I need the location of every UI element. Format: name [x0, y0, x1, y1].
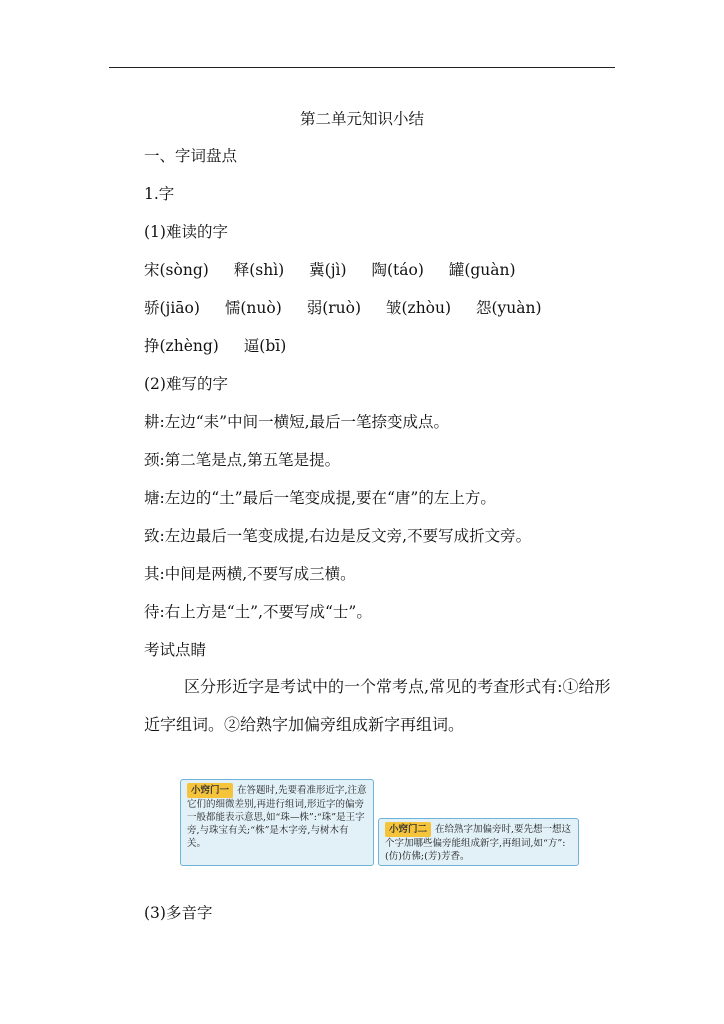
tip-text: 在答题时,先要看准形近字,注意它们的细微差别,再进行组词,形近字的偏旁一般都能表示意思,如“珠—株”:“珠”是王字旁,与珠宝有关;“株”是木字旁,与树木有关。	[187, 785, 367, 849]
hard-write-item: 待:右上方是“土”,不要写成“士”。	[144, 603, 372, 621]
tip-tag: 小窍门二	[385, 822, 431, 837]
hard-write-item: 塘:左边的“土”最后一笔变成提,要在“唐”的左上方。	[144, 489, 496, 507]
tip-box-two	[378, 818, 579, 866]
hard-write-item: 致:左边最后一笔变成提,右边是反文旁,不要写成折文旁。	[144, 527, 532, 545]
char-entry: 皱(zhòu)	[385, 299, 452, 317]
hard-write-heading: (2)难写的字	[144, 375, 228, 393]
char-entry: 罐(guàn)	[448, 261, 516, 279]
hard-write-item: 其:中间是两横,不要写成三横。	[144, 565, 356, 583]
char-entry: 冀(jì)	[309, 261, 347, 279]
polyphone-heading: (3)多音字	[144, 904, 213, 922]
hard-read-row	[144, 335, 306, 357]
char-entry: 逼(bī)	[243, 337, 287, 355]
tip-text: 在给熟字加偏旁时,要先想一想这个字加哪些偏旁能组成新字,再组词,如“方”:(仿)仿佛;(芳)芳香。	[385, 824, 572, 862]
char-entry: 挣(zhèng)	[144, 337, 219, 355]
char-entry: 骄(jiāo)	[144, 299, 200, 317]
header-rule	[109, 67, 615, 68]
subsection-heading: 1.字	[144, 185, 175, 203]
tip-tag: 小窍门一	[187, 783, 233, 798]
exam-heading: 考试点睛	[144, 641, 207, 659]
char-entry: 宋(sòng)	[144, 261, 209, 279]
hard-read-heading: (1)难读的字	[144, 223, 228, 241]
exam-paragraph: 区分形近字是考试中的一个常考点,常见的考查形式有:①给形近字组词。②给熟字加偏旁组成新字再组词。	[144, 677, 611, 734]
page-title: 第二单元知识小结	[299, 110, 424, 128]
hard-read-row	[144, 259, 536, 281]
char-entry: 陶(táo)	[371, 261, 424, 279]
hard-write-item: 颈:第二笔是点,第五笔是提。	[144, 451, 341, 469]
tip-box-one	[180, 779, 374, 866]
section-heading: 一、字词盘点	[144, 147, 238, 165]
hard-write-item: 耕:左边“耒”中间一横短,最后一笔捺变成点。	[144, 413, 449, 431]
char-entry: 怨(yuàn)	[475, 299, 542, 317]
hard-read-row	[144, 297, 562, 319]
char-entry: 弱(ruò)	[306, 299, 362, 317]
char-entry: 懦(nuò)	[224, 299, 282, 317]
char-entry: 释(shì)	[233, 261, 285, 279]
